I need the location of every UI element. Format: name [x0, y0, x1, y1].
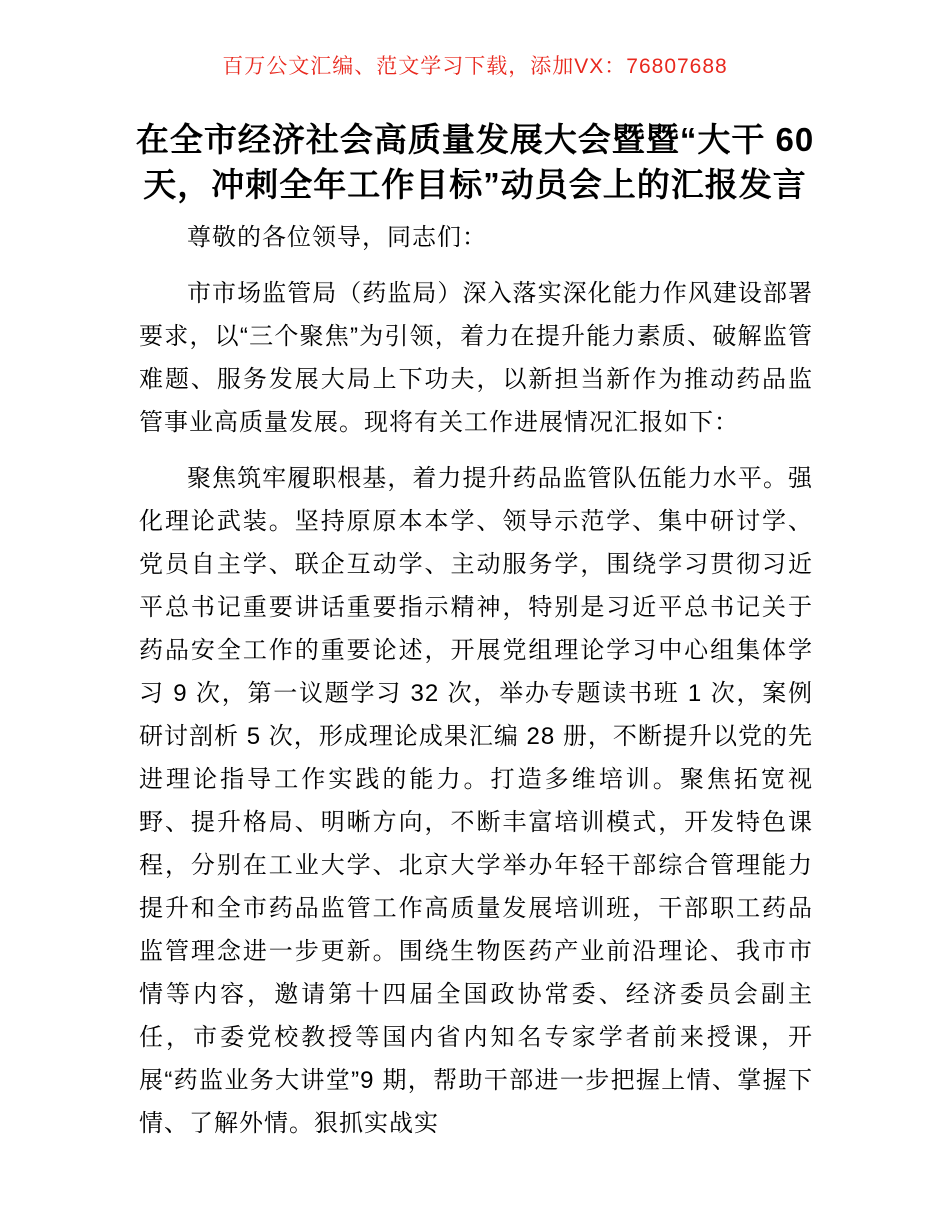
title-line-2: 天，冲刺全年工作目标”动员会上的汇报发言	[143, 166, 807, 203]
paragraph-salutation: 尊敬的各位领导，同志们：	[187, 224, 487, 251]
paragraph-main: 聚焦筑牢履职根基，着力提升药品监管队伍能力水平。强化理论武装。坚持原原本本学、领导示范学、集中研讨学、党员自主学、联企互动学、主动服务学，围绕学习贯彻习近平总书记重要讲话重要指示精神，特别是习近平总书记关于药品安全工作的重要论述，开展党组理论学习中心组集体学习 9 次，第一议题学习 32 次，举办专题读书班 1 次，案例研讨剖析 5 次，形成理论成果汇编 28 册，不断提升以党的先进理论指导工作实践的能力。打造多维培训。聚焦拓宽视野、提升格局、明晰方向，不断丰富培训模式，开发特色课程，分别在工业大学、北京大学举办年轻干部综合管理能力提升和全市药品监管工作高质量发展培训班，干部职工药品监管理念进一步更新。围绕生物医药产业前沿理论、我市市情等内容，邀请第十四届全国政协常委、经济委员会副主任，市委党校教授等国内省内知名专家学者前来授课，开展“药监业务大讲堂”9 期，帮助干部进一步把握上情、掌握下情、了解外情。狠抓实战实	[139, 465, 813, 1137]
header-notice: 百万公文汇编、范文学习下载，添加VX：76807688	[222, 55, 728, 78]
title-line-1: 在全市经济社会高质量发展大会暨暨“大干 60	[135, 121, 815, 158]
document-body	[139, 216, 813, 1145]
document-title	[0, 117, 950, 207]
paragraph-intro: 市市场监管局（药监局）深入落实深化能力作风建设部署要求，以“三个聚焦”为引领，着力在提升能力素质、破解监管难题、服务发展大局上下功夫，以新担当新作为推动药品监管事业高质量发展。现将有关工作进展情况汇报如下：	[139, 280, 813, 436]
